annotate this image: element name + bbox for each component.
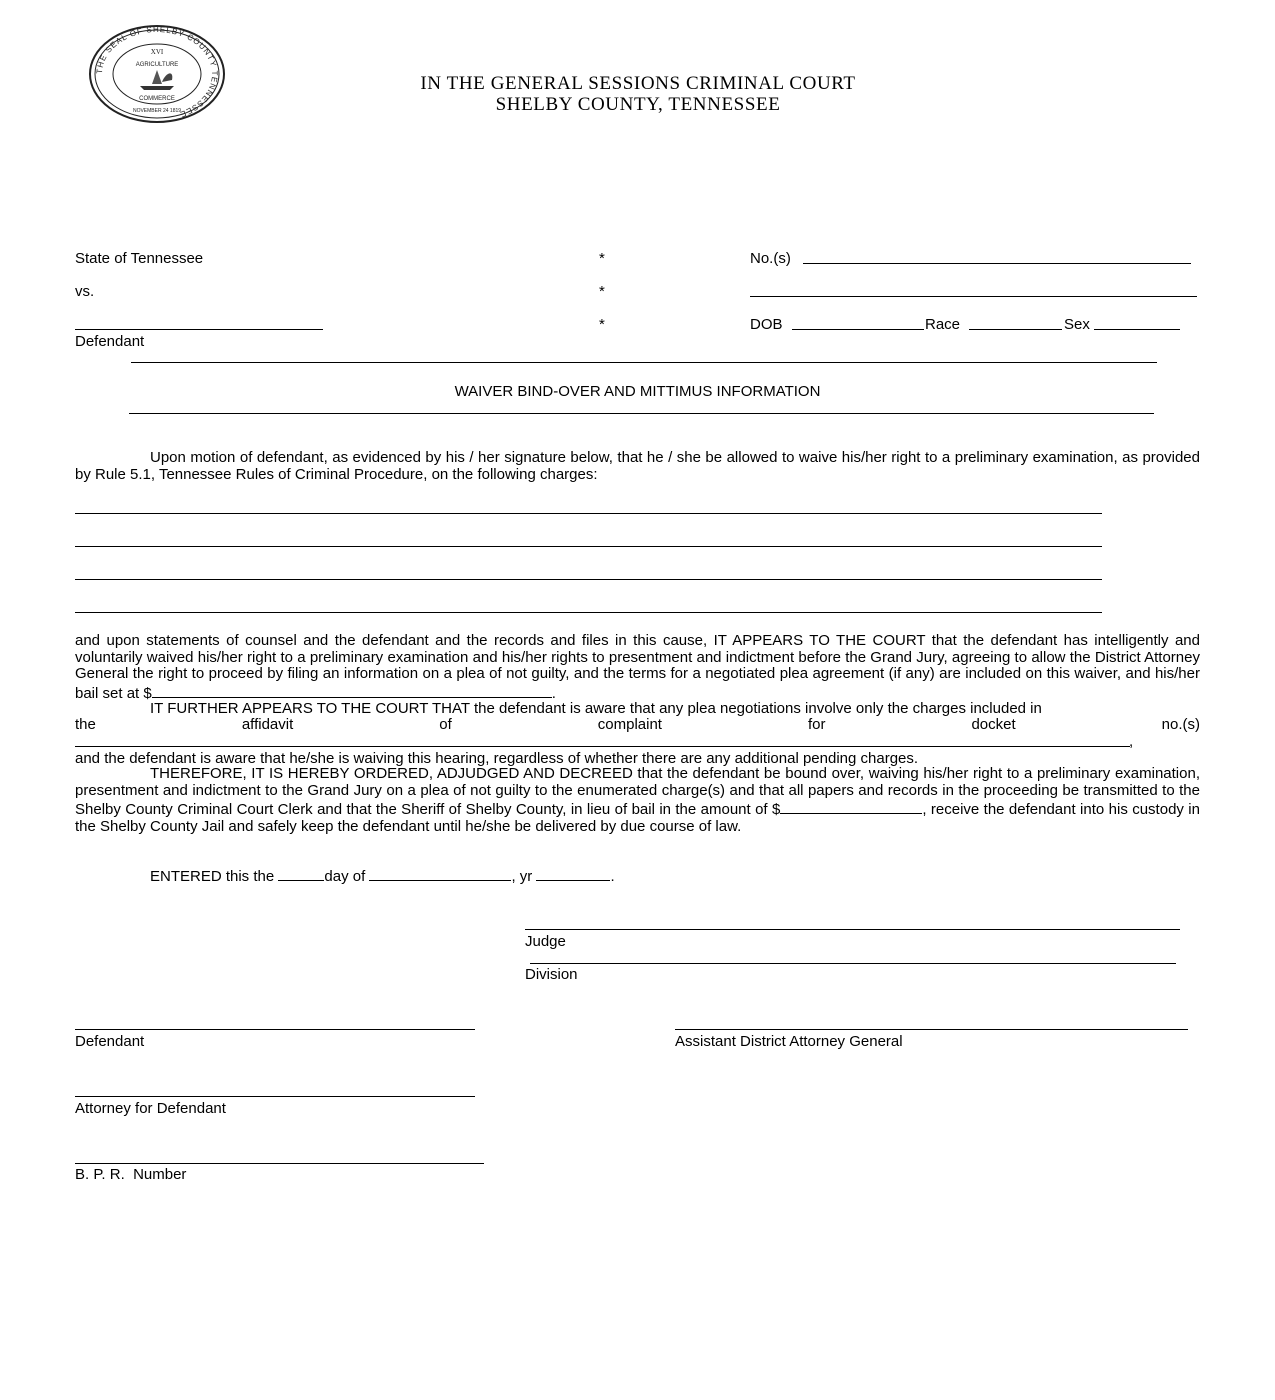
case-number-line[interactable] [803,263,1191,264]
docket-comma: , [1129,733,1134,750]
division-line[interactable] [530,963,1176,964]
race-line[interactable] [969,329,1062,330]
entered-month-line[interactable] [369,866,511,881]
defendant-label: Defendant [75,333,145,350]
affidavit-word-6: docket [971,716,1016,733]
court-findings-paragraph [75,633,1200,702]
seal-numeral: XVI [150,48,164,56]
state-label: State of Tennessee [75,250,204,267]
defendant-name-line[interactable] [75,329,323,330]
asterisk-2: * [599,283,605,300]
title-rule-bottom [129,413,1154,414]
docket-number-line[interactable] [75,746,1130,747]
race-label: Race [925,316,961,333]
vs-label: vs. [75,283,95,300]
order-paragraph [75,766,1200,835]
order-text-a: THEREFORE, IT IS HEREBY ORDERED, ADJUDGED AND DECREED that the defendant be bound over, waiving his/her right to a preliminary examination, presentment and indictment to the Grand Jury on a plea of not guilty to the enumerated charge(s) and that all papers and records in the proceeding be transmitted to the Shelby County Criminal Court Clerk and that the Sheriff of Shelby County, in lieu of bail in the amount of $ [75,765,1200,819]
ada-signature-line[interactable] [675,1029,1188,1030]
affidavit-word-5: for [807,716,826,733]
case-number-label: No.(s) [750,250,791,267]
court-title-line1: IN THE GENERAL SESSIONS CRIMINAL COURT [420,73,856,94]
bpr-number-label: B. P. R. Number [75,1166,187,1183]
further-appears-line [75,700,1200,717]
affidavit-word-2: affidavit [241,716,294,733]
ada-signature-label: Assistant District Attorney General [675,1033,903,1050]
affidavit-word-3: of [439,716,452,733]
dob-label: DOB [750,316,783,333]
entered-day-line[interactable] [278,866,324,881]
case-number-line-2[interactable] [750,296,1197,297]
defendant-signature-label: Defendant [75,1033,145,1050]
dob-line[interactable] [792,329,924,330]
pending-charges-text: and the defendant is aware that he/she is waiving this hearing, regardless of whether there are any additional pending charges. [75,750,919,767]
entered-year-line[interactable] [536,866,610,881]
charge-line-2[interactable] [75,546,1102,547]
charge-line-1[interactable] [75,513,1102,514]
entered-text-a: ENTERED this the [150,868,275,885]
form-title: WAIVER BIND-OVER AND MITTIMUS INFORMATION [454,383,821,400]
charge-line-4[interactable] [75,612,1102,613]
defendant-signature-line[interactable] [75,1029,475,1030]
seal-inner-top: AGRICULTURE [135,62,179,68]
motion-paragraph: Upon motion of defendant, as evidenced by his / her signature below, that he / she be allowed to waive his/her right to a preliminary examination, as provided by Rule 5.1, Tennessee Rules of Criminal Procedure, on the following charges: [75,449,1200,483]
judge-label: Judge [525,933,566,950]
division-label: Division [525,966,578,983]
entered-text-b: day of [324,868,366,885]
asterisk-3: * [599,316,605,333]
order-text-b: , receive the defendant into his custody in the Shelby County Jail and safely keep the defendant until he/she be delivered by due course of law. [75,801,1200,835]
asterisk-1: * [599,250,605,267]
affidavit-word-4: complaint [597,716,662,733]
charge-line-3[interactable] [75,579,1102,580]
affidavit-word-1: the [75,716,96,733]
sex-line[interactable] [1094,329,1180,330]
affidavit-line [75,716,1200,733]
attorney-signature-label: Attorney for Defendant [75,1100,226,1117]
attorney-signature-line[interactable] [75,1096,475,1097]
sex-label: Sex [1064,316,1090,333]
court-findings-text: and upon statements of counsel and the defendant and the records and files in this cause, IT APPEARS TO THE COURT that the defendant has intelligently and voluntarily waived his/her right to a preliminary examination and his/her rights to presentment and indictment before the Grand Jury, agreeing to allow the District Attorney General the right to proceed by filing an information on a plea of not guilty, and the terms for a negotiated plea agreement (if any) are included on this waiver, and his/her bail set at $ [75,632,1200,702]
bpr-number-line[interactable] [75,1163,484,1164]
further-appears-text: IT FURTHER APPEARS TO THE COURT THAT the defendant is aware that any plea negotiations involve only the charges included in [150,700,1042,717]
entered-line [150,866,615,885]
title-rule-top [131,362,1157,363]
county-seal [82,24,232,124]
bail-period: . [551,684,556,702]
amount-line[interactable] [780,799,922,814]
bail-amount-line[interactable] [152,683,552,698]
judge-signature-line[interactable] [525,929,1180,930]
affidavit-word-7: no.(s) [1161,716,1200,733]
seal-date: NOVEMBER 24 1819 [132,108,182,114]
seal-inner-bottom: COMMERCE [139,96,175,102]
entered-text-d: . [610,868,615,885]
court-title-line2: SHELBY COUNTY, TENNESSEE [495,94,781,115]
entered-text-c: , yr [511,868,533,885]
seal-outer-text: THE SEAL OF SHELBY COUNTY TENNESSEE [94,24,220,120]
